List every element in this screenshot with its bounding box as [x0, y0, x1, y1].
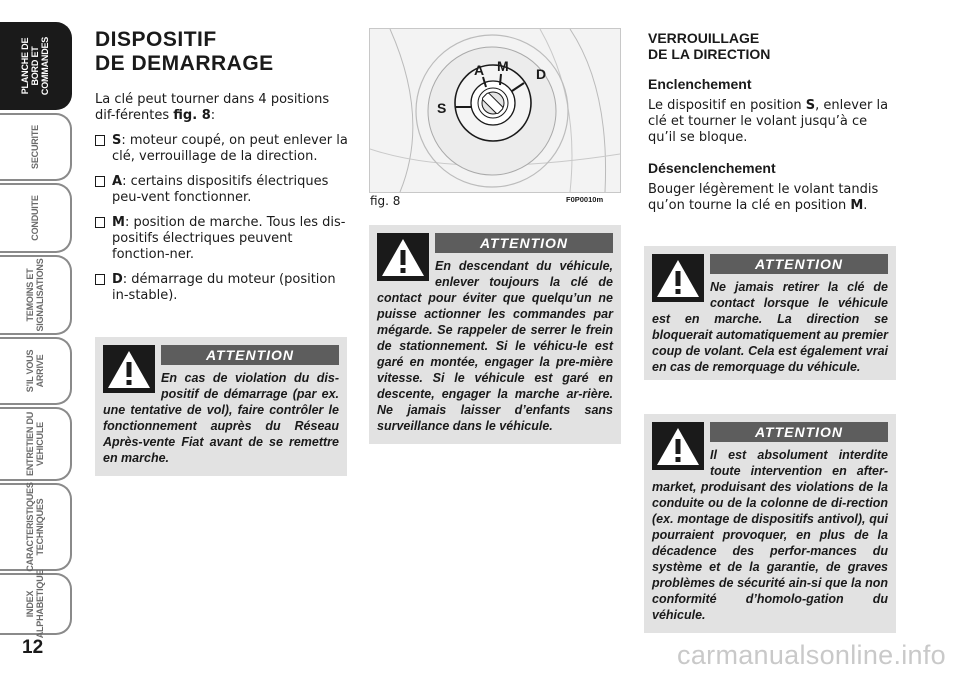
starting-device-section: [95, 28, 350, 304]
ignition-switch-illustration: [370, 29, 620, 192]
tab-label: SECURITE: [30, 125, 40, 169]
checkbox-bullet-icon: [95, 135, 105, 146]
warning-heading: ATTENTION: [710, 254, 888, 274]
tab-temoins-signalisations[interactable]: [0, 255, 72, 335]
checkbox-bullet-icon: [95, 176, 105, 187]
position-key: M: [112, 215, 125, 230]
page-number: 12: [22, 637, 44, 658]
warning-heading: ATTENTION: [161, 345, 339, 365]
ignition-switch-figure: [369, 28, 621, 193]
warning-text: En descendant du véhicule, enlever toujours la clé de contact pour éviter que quelqu’un ne puisse actionner les commandes par mégarde. Se rappeler de serrer le frein de stationnement. Si le véhicu-le est garé en montée, engager la pre-mière vitesse. Si le véhicule est garé en descente, engager la marche ar-rière. Ne jamais laisser d’enfants sans surveillance dans le véhicule.: [377, 259, 613, 433]
watermark: carmanualsonline.info: [677, 640, 946, 670]
warning-triangle-icon: [103, 345, 155, 393]
position-text: : position de marche. Tous les dis-positifs électriques peuvent fonction-ner.: [112, 215, 346, 262]
disengage-heading: Désenclenchement: [648, 160, 776, 176]
warning-heading: ATTENTION: [710, 422, 888, 442]
position-label-m: M: [497, 58, 509, 74]
position-text: : moteur coupé, on peut enlever la clé, verrouillage de la direction.: [112, 133, 348, 164]
warning-box-leaving-vehicle: [369, 225, 621, 444]
intro-end: :: [210, 108, 216, 123]
tab-caracteristiques-techniques[interactable]: [0, 483, 72, 571]
list-item: [95, 133, 350, 165]
checkbox-bullet-icon: [95, 274, 105, 285]
steering-lock-section: [648, 30, 898, 228]
figure-code: F0P0010m: [566, 195, 604, 204]
warning-text: Il est absolument interdite toute intervention en after-market, produisant des violations de la conduite ou de la colonne de di-rection (ex. montage de dispositifs antivol), qui pourraient provoquer, en plus de la décadence des perfor-mances du système et de la garantie, de graves problèmes de sécurité ain-si que la non conformité d’homolo-gation du véhicule.: [652, 448, 888, 622]
engage-text-1: Le dispositif en position: [648, 98, 806, 113]
warning-box-aftermarket: [644, 414, 896, 633]
tab-securite[interactable]: [0, 113, 72, 181]
engage-text-2: , enlever la clé et tourner le volant jusqu’à ce qu’il se bloque.: [648, 98, 889, 145]
position-text: : certains dispositifs électriques peu-vent fonctionner.: [112, 174, 329, 205]
figure-caption: fig. 8: [370, 194, 401, 208]
warning-text: En cas de violation du dis-positif de démarrage (par ex. une tentative de vol), faire contrôler le fonctionnement auprès du Réseau Après-vente Fiat avant de se remettre en marche.: [103, 371, 339, 465]
key-positions-list: [95, 133, 350, 304]
disengage-key: M: [850, 198, 864, 213]
position-text: : démarrage du moteur (position in-stable).: [112, 272, 336, 303]
intro-paragraph: [95, 92, 350, 124]
tab-label: CARACTERISTIQUES TECHNIQUES: [25, 482, 45, 572]
tab-label: PLANCHE DE BORD ET COMMANDES: [20, 36, 50, 96]
position-key: S: [112, 133, 122, 148]
warning-heading: ATTENTION: [435, 233, 613, 253]
disengage-text-1: Bouger légèrement le volant tandis qu’on tourne la clé en position: [648, 182, 879, 213]
tab-label: ENTRETIEN DU VEHICULE: [25, 411, 45, 477]
disengage-text-2: .: [863, 198, 868, 213]
tab-index-alphabetique[interactable]: [0, 569, 72, 639]
disengage-paragraph: [648, 182, 898, 214]
tab-label: INDEX ALPHABETIQUE: [25, 569, 45, 639]
figure-reference: fig. 8: [173, 108, 211, 123]
tab-planche-de-bord[interactable]: [0, 22, 72, 110]
checkbox-bullet-icon: [95, 217, 105, 228]
warning-text: Ne jamais retirer la clé de contact lorsque le véhicule est en marche. La direction se bloquerait automatiquement au premier coup de volant. Cela est également vrai en cas de remorquage du véhicule.: [652, 280, 888, 374]
list-item: [95, 272, 350, 304]
title-line-2: DE LA DIRECTION: [648, 46, 771, 62]
warning-triangle-icon: [652, 254, 704, 302]
tab-conduite[interactable]: [0, 183, 72, 253]
position-key: A: [112, 174, 123, 189]
steering-lock-title: [648, 30, 898, 62]
list-item: [95, 215, 350, 263]
tab-label: S’IL VOUS ARRIVE: [25, 349, 45, 393]
engage-heading: Enclenchement: [648, 76, 752, 92]
engage-key: S: [805, 98, 816, 113]
title-line-1: VERROUILLAGE: [648, 30, 760, 46]
tab-sil-vous-arrive[interactable]: [0, 337, 72, 405]
list-item: [95, 174, 350, 206]
position-label-s: S: [437, 100, 447, 116]
title-line-2: DE DEMARRAGE: [95, 52, 274, 75]
position-label-d: D: [536, 66, 547, 82]
tab-label: CONDUITE: [30, 195, 40, 241]
tab-label: TEMOINS ET SIGNALISATIONS: [25, 258, 45, 332]
warning-triangle-icon: [652, 422, 704, 470]
section-title: [95, 28, 350, 76]
warning-box-key-removal: [644, 246, 896, 380]
intro-text: La clé peut tourner dans 4 positions dif-férentes: [95, 92, 330, 123]
engage-paragraph: [648, 98, 898, 146]
tab-entretien-vehicule[interactable]: [0, 407, 72, 481]
position-key: D: [112, 272, 123, 287]
warning-triangle-icon: [377, 233, 429, 281]
warning-box-theft: [95, 337, 347, 476]
title-line-1: DISPOSITIF: [95, 28, 217, 51]
position-label-a: A: [474, 62, 485, 78]
